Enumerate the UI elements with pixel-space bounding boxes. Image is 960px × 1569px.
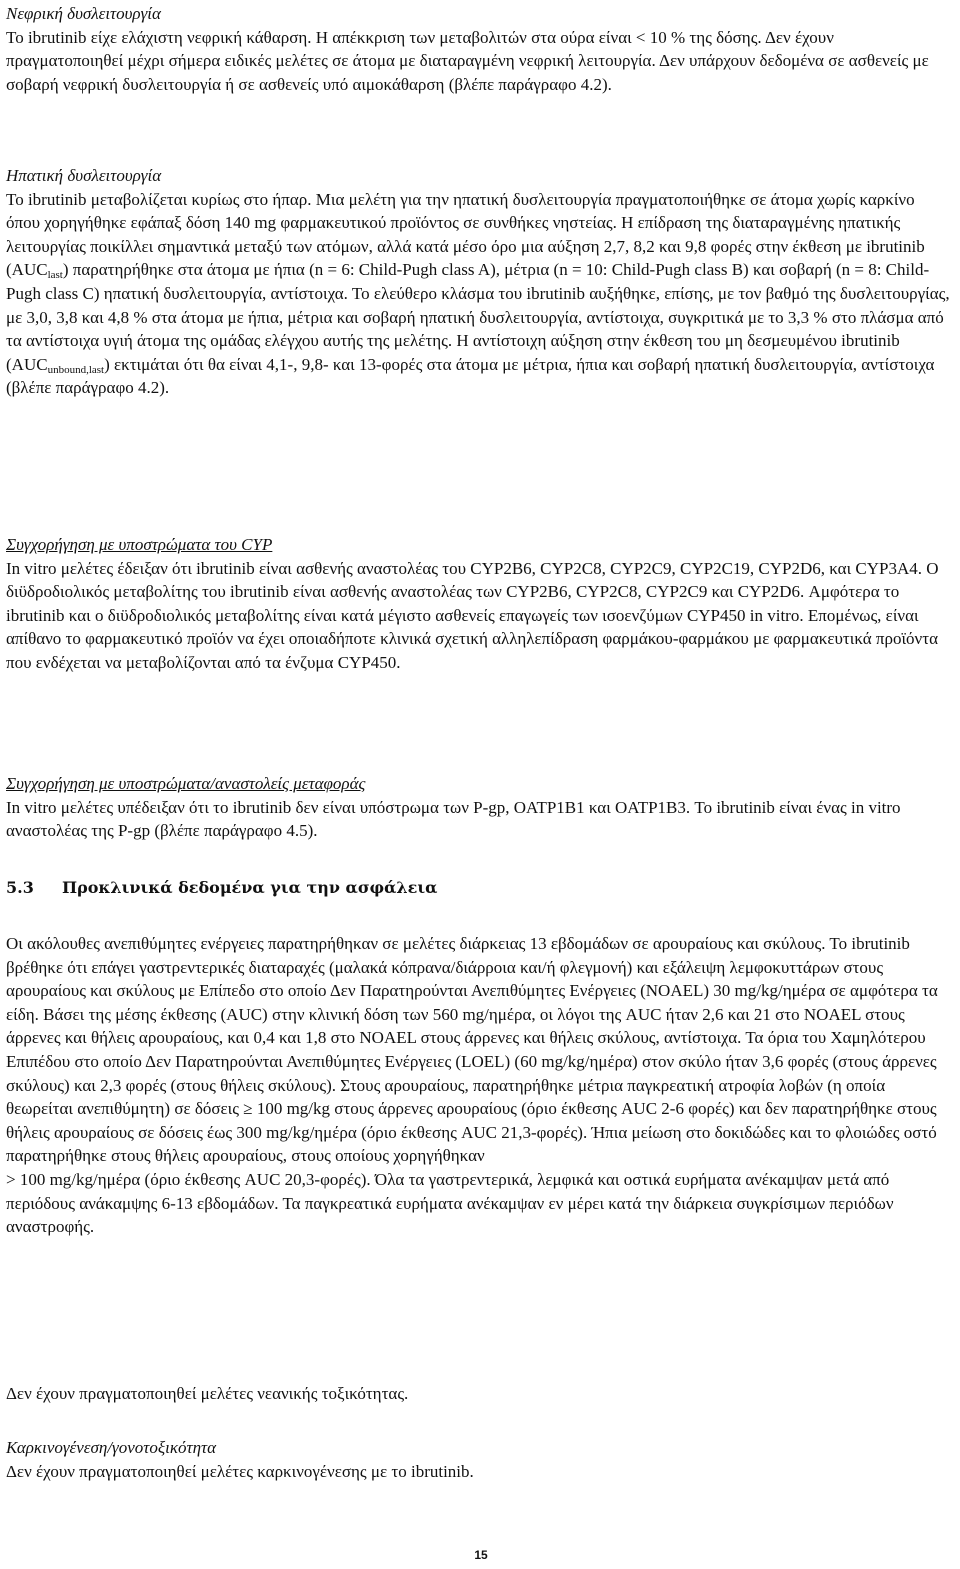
renal-heading: Νεφρική δυσλειτουργία (6, 4, 161, 23)
preclinical-paragraph-1: Οι ακόλουθες ανεπιθύμητες ενέργειες παρατηρήθηκαν σε μελέτες διάρκειας 13 εβδομάδων σε αρουραίους και σκύλους. Το ibrutinib βρέθηκε ότι επάγει γαστρεντερικές διαταραχές (μαλακά κόπρανα/διάρροια και/ή φλεγμονή) και εξάλειψη λεμφοκυττάρων στους αρουραίους και σκύλους με Επίπεδο στο οποίο Δεν Παρατηρούνται Ανεπιθύμητες Ενέργειες (NOAEL) 30 mg/kg/ημέρα σε αμφότερα τα είδη. Βάσει της μέσης έκθεσης (AUC) στην κλινική δόση των 560 mg/ημέρα, οι λόγοι της AUC ήταν 2,6 και 21 στο NOAEL στους άρρενες και θήλεις αρουραίους, και 0,4 και 1,8 στο NOAEL στους άρρενες και θήλεις σκύλους, αντίστοιχα. Τα όρια του Χαμηλότερου Επιπέδου στο οποίο Δεν Παρατηρούνται Ανεπιθύμητες Ενέργειες (LOEL) (60 mg/kg/ημέρα) στον σκύλο ήταν 3,6 φορές (στους άρρενες σκύλους) και 2,3 φορές (στους θήλεις σκύλους). Στους αρουραίους, παρατηρήθηκε μέτρια παγκρεατική ατροφία λοβών (η οποία θεωρείται ανεπιθύμητη) σε δόσεις ≥ 100 mg/kg στους άρρενες αρουραίους (όριο έκθεσης AUC 2-6 φορές) και δεν παρατηρήθηκε στους θήλεις αρουραίους σε δόσεις έως 300 mg/kg/ημέρα (όριο έκθεσης AUC 21,3-φορές). Ήπια μείωση στο δοκιδώδες και το φλοιώδες οστό παρατηρήθηκε στους θήλεις αρουραίους, στους οποίους χορηγήθηκαν (6, 934, 938, 1166)
cyp-paragraph: In vitro μελέτες έδειξαν ότι ibrutinib είναι ασθενής αναστολέας του CYP2B6, CYP2C8, CYP2C9, CYP2C19, CYP2D6, και CYP3A4. Ο διϋδροδιολικός μεταβολίτης του ibrutinib είναι ασθενής αναστολέας των CYP2B6, CYP2C8, CYP2C9 και CYP2D6. Αμφότερα το ibrutinib και ο διϋδροδιολικός μεταβολίτης είναι κατά μέγιστο ασθενείς επαγωγείς των ισοενζύμων CYP450 in vitro. Επομένως, είναι απίθανο το φαρμακευτικό προϊόν να έχει οποιαδήποτε κλινικά σχετική αλληλεπίδραση φαρμάκου-φαρμάκου με φαρμακευτικά προϊόντα που ενδέχεται να μεταβολίζονται από τα ένζυμα CYP450. (6, 558, 939, 672)
preclinical-paragraph-2: > 100 mg/kg/ημέρα (όριο έκθεσης AUC 20,3-φορές). Όλα τα γαστρεντερικά, λεμφικά και οστικά ευρήματα ανέκαμψαν μετά από περιόδους ανάκαμψης 6-13 εβδομάδων. Τα παγκρεατικά ευρήματα ανέκαμψαν εν μέρει κατά την διάρκεια συγκρίσιμων περιόδων αναστροφής. (6, 1169, 894, 1237)
transport-heading: Συγχορήγηση με υποστρώματα/αναστολείς μεταφοράς (6, 774, 366, 793)
hepatic-text-3: ) εκτιμάται ότι θα είναι 4,1-, 9,8- και 13-φορές στα άτομα με μέτρια, ήπια και σοβαρή ηπατική δυσλειτουργία, αντίστοιχα (βλέπε παράγραφο 4.2). (6, 354, 935, 398)
hepatic-heading: Ηπατική δυσλειτουργία (6, 166, 162, 185)
cyp-section (6, 533, 952, 675)
page-number: 15 (474, 1548, 488, 1562)
hepatic-section (6, 164, 952, 400)
section-title: Προκλινικά δεδομένα για την ασφάλεια (62, 878, 438, 897)
hepatic-text-1: Το ibrutinib μεταβολίζεται κυρίως στο ήπαρ. Μια μελέτη για την ηπατική δυσλειτουργία πραγματοποιήθηκε σε άτομα χωρίς καρκίνο όπου χορηγήθηκε εφάπαξ δόση 140 mg φαρμακευτικού προϊόντος σε συνθήκες νηστείας. Η επίδραση της διαταραγμένης ηπατικής λειτουργίας ποικίλλει σημαντικά μεταξύ των ατόμων, αλλά κατά μέσο όρο μια αύξηση 2,7, 8,2 και 9,8 φορές στην έκθεση με ibrutinib (AUC (6, 189, 925, 280)
renal-paragraph: Το ibrutinib είχε ελάχιστη νεφρική κάθαρση. Η απέκκριση των μεταβολιτών στα ούρα είναι < 10 % της δόσης. Δεν έχουν πραγματοποιηθεί μέχρι σήμερα ειδικές μελέτες σε άτομα με διαταραγμένη νεφρική λειτουργία. Δεν υπάρχουν δεδομένα σε ασθενείς με σοβαρή νεφρική δυσλειτουργία ή σε ασθενείς υπό αιμοκάθαρση (βλέπε παράγραφο 4.2). (6, 27, 929, 94)
auc-last-subscript: last (47, 269, 63, 282)
preclinical-section (6, 932, 952, 1239)
auc-unbound-subscript: unbound,last (47, 363, 105, 376)
hepatic-paragraph (6, 188, 952, 400)
cyp-heading: Συγχορήγηση με υποστρώματα του CYP (6, 535, 273, 554)
section-number: 5.3 (6, 878, 34, 897)
section-heading (6, 876, 952, 900)
transport-paragraph: In vitro μελέτες υπέδειξαν ότι το ibrutinib δεν είναι υπόστρωμα των P-gp, OATP1B1 και OATP1B3. Το ibrutinib είναι ένας in vitro αναστολέας της P-gp (βλέπε παράγραφο 4.5). (6, 797, 901, 841)
carcinogenesis-heading: Καρκινογένεση/γονοτοξικότητα (6, 1438, 217, 1457)
juvenile-paragraph: Δεν έχουν πραγματοποιηθεί μελέτες νεανικής τοξικότητας. (6, 1384, 409, 1403)
transport-section (6, 772, 952, 843)
hepatic-text-2: ) παρατηρήθηκε στα άτομα με ήπια (n = 6: Child-Pugh class A), μέτρια (n = 10: Child-Pugh class B) και σοβαρή (n = 8: Child-Pugh class C) ηπατική δυσλειτουργία, αντίστοιχα. Το ελεύθερο κλάσμα του ibrutinib αυξήθηκε, επίσης, με τον βαθμό της δυσλειτουργίας, με 3,0, 3,8 και 4,8 % στα άτομα με ήπια, μέτρια και σοβαρή ηπατική δυσλειτουργία, αντίστοιχα, συγκριτικά με το 3,3 % στο πλάσμα από τα αντίστοιχα υγιή άτομα της ομάδας ελέγχου αυτής της μελέτης. Η αντίστοιχη αύξηση στην έκθεση του μη δεσμευμένου ibrutinib (AUC (6, 260, 950, 374)
carcinogenesis-section (6, 1436, 952, 1483)
carcinogenesis-paragraph: Δεν έχουν πραγματοποιηθεί μελέτες καρκινογένεσης με το ibrutinib. (6, 1461, 474, 1481)
renal-section (6, 2, 952, 96)
